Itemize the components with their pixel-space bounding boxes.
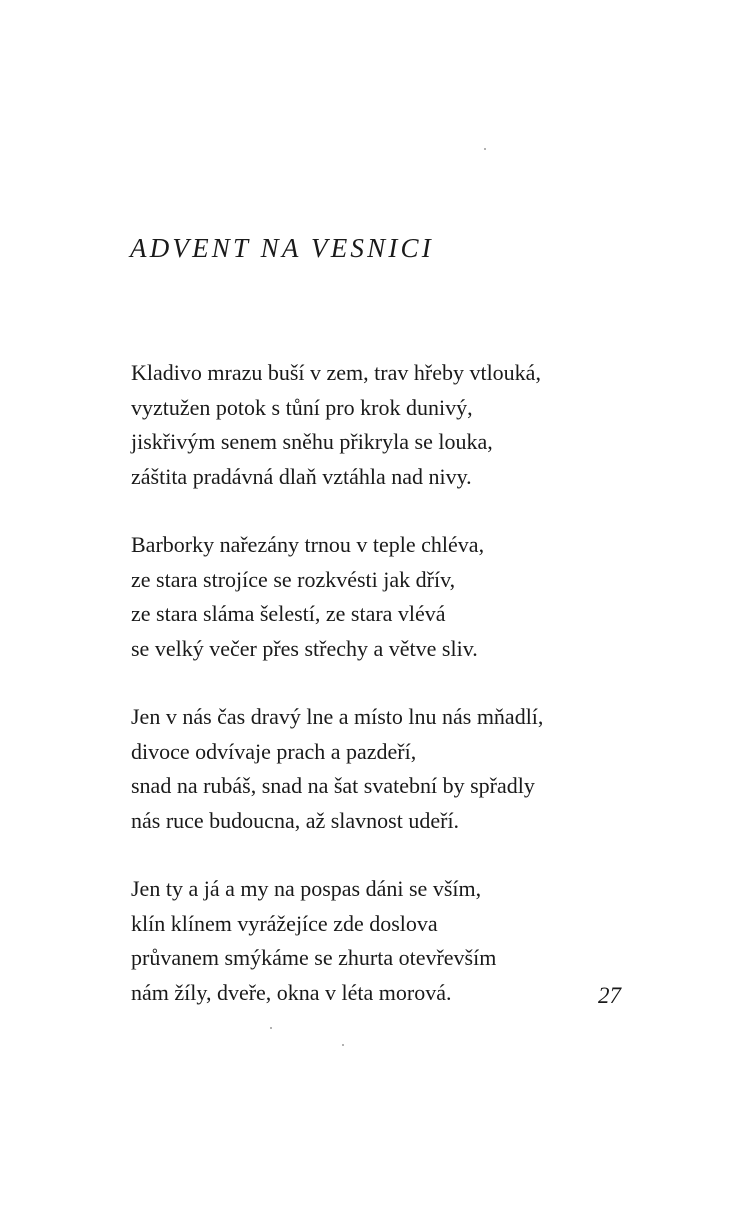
poem-line: ze stara strojíce se rozkvésti jak dřív,	[131, 566, 456, 592]
poem-line: Kladivo mrazu buší v zem, trav hřeby vtlouká,	[131, 360, 541, 385]
stanza-3	[131, 700, 651, 838]
poem-line: divoce odvívaje prach a pazdeří,	[131, 738, 417, 764]
stanza-2	[131, 528, 651, 666]
poem-line: jiskřivým senem sněhu přikryla se louka,	[131, 429, 493, 454]
poem-line: vyztužen potok s tůní pro krok dunivý,	[131, 394, 473, 420]
page-number: 27	[598, 983, 621, 1008]
stanza-1	[131, 356, 651, 494]
poem-line: se velký večer přes střechy a větve sliv.	[131, 635, 478, 661]
poem-line: průvanem smýkáme se zhurta otevřevším	[131, 945, 497, 970]
stanza-4	[131, 872, 651, 1010]
poem-line: Jen ty a já a my na pospas dáni se vším,	[131, 876, 482, 901]
print-speck	[484, 148, 486, 150]
poem-line: Barborky nařezány trnou v teple chléva,	[131, 532, 485, 557]
poem-line: Jen v nás čas dravý lne a místo lnu nás mňadlí,	[131, 704, 544, 729]
poem-line: záštita pradávná dlaň vztáhla nad nivy.	[131, 463, 472, 489]
poem-body	[131, 356, 651, 1044]
poem-line: nás ruce budoucna, až slavnost udeří.	[131, 807, 460, 833]
print-speck	[342, 1044, 344, 1046]
poem-line: klín klínem vyrážejíce zde doslova	[131, 910, 438, 936]
poem-line: ze stara sláma šelestí, ze stara vlévá	[131, 601, 446, 626]
poem-title: ADVENT NA VESNICI	[130, 233, 434, 263]
poem-line: snad na rubáš, snad na šat svatební by spřadly	[131, 773, 535, 798]
poem-line: nám žíly, dveře, okna v léta morová.	[131, 979, 452, 1005]
